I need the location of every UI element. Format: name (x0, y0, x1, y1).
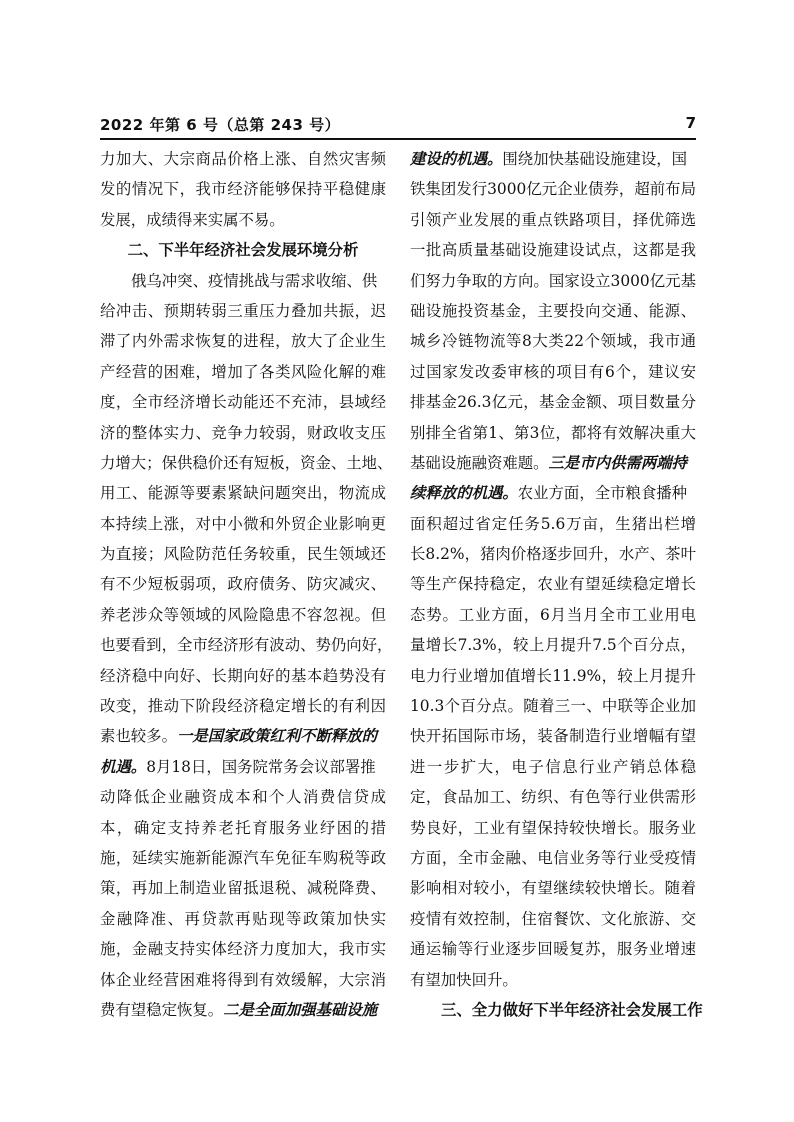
text-line: 面积超过省定任务5.6万亩，生猪出栏增 (410, 514, 696, 533)
text-line: 别排全省第1、第3位，都将有效解决重大 (410, 423, 696, 442)
text-line: 经济稳中向好、长期向好的基本趋势没有 (100, 666, 386, 685)
text-line (410, 448, 696, 478)
left-column (100, 144, 393, 1025)
text-run: 围绕加快基础设施建设，国 (502, 150, 688, 168)
text-line: 养老涉众等领域的风险隐患不容忽视。但 (100, 605, 386, 624)
text-line: 发的情况下，我市经济能够保持平稳健康 (100, 180, 386, 199)
text-line: 定，食品加工、纺织、有色等行业供需形 (410, 788, 696, 807)
text-line: 疫情有效控制，住宿餐饮、文化旅游、交 (410, 909, 696, 928)
text-line: 用工、能源等要素紧缺问题突出，物流成 (100, 484, 386, 503)
text-line: 础设施投资基金，主要投向交通、能源、 (410, 301, 696, 320)
page-number: 7 (685, 114, 696, 132)
running-header (100, 114, 696, 136)
text-line: 进一步扩大，电子信息行业产销总体稳 (410, 757, 696, 776)
text-line: 态势。工业方面，6月当月全市工业用电 (410, 605, 696, 624)
text-line: 策，再加上制造业留抵退税、减税降费、 (100, 879, 386, 898)
text-line: 有不少短板弱项，政府债务、防灾减灾、 (100, 575, 386, 594)
text-run: 农业方面，全市粮食播种 (517, 484, 688, 503)
text-line: 一批高质量基础设施建设试点，这都是我 (410, 241, 696, 260)
text-line: 体企业经营困难将得到有效缓解，大宗消 (100, 970, 386, 989)
text-run: 8月18日，国务院常务会议部署推 (146, 757, 376, 776)
text-line: 等生产保持稳定，农业有望延续稳定增长 (410, 575, 696, 594)
text-line: 排基金26.3亿元，基金金额、项目数量分 (410, 393, 696, 412)
text-line: 方面，全市金融、电信业务等行业受疫情 (410, 848, 696, 867)
text-line: 本，确定支持养老托育服务业纾困的措 (100, 818, 386, 837)
text-line: 产经营的困难，增加了各类风险化解的难 (100, 362, 386, 381)
text-line: 俄乌冲突、疫情挑战与需求收缩、供 (131, 271, 378, 290)
text-line (410, 478, 696, 508)
text-line: 济的整体实力、竞争力较弱，财政收支压 (100, 423, 386, 442)
text-line: 城乡冷链物流等8大类22个领域，我市通 (410, 332, 696, 351)
text-line (100, 752, 386, 782)
text-line: 本持续上涨，对中小微和外贸企业影响更 (100, 514, 386, 533)
text-line: 金融降准、再贷款再贴现等政策加快实 (100, 909, 386, 928)
text-line: 动降低企业融资成本和个人消费信贷成 (100, 788, 386, 807)
text-run: 素也较多。 (100, 727, 177, 746)
emphasis-run: 一是国家政策红利不断释放的 (176, 727, 378, 746)
text-line: 们努力争取的方向。国家设立3000亿元基 (410, 271, 696, 290)
text-line: 铁集团发行3000亿元企业债券，超前布局 (410, 180, 696, 199)
text-run: 费有望稳定恢复。 (100, 1000, 224, 1019)
emphasis-run: 续释放的机遇。 (410, 484, 518, 503)
text-line: 为直接；风险防范任务较重，民生领域还 (100, 545, 386, 564)
emphasis-run: 建设的机遇。 (410, 150, 503, 168)
text-line: 长8.2%，猪肉价格逐步回升，水产、茶叶 (410, 545, 696, 564)
text-line: 通运输等行业逐步回暖复苏，服务业增速 (410, 940, 696, 959)
text-line (100, 995, 386, 1025)
section-heading-2: 二、下半年经济社会发展环境分析 (127, 241, 359, 260)
text-line: 施，金融支持实体经济力度加大，我市实 (100, 940, 386, 959)
text-line: 势良好，工业有望保持较快增长。服务业 (410, 818, 696, 837)
text-line: 力加大、大宗商品价格上涨、自然灾害频 (100, 150, 386, 168)
text-line (100, 721, 386, 751)
text-line (410, 144, 696, 174)
issue-label: 2022 年第 6 号（总第 243 号） (100, 116, 341, 134)
text-line: 改变，推动下阶段经济稳定增长的有利因 (100, 697, 386, 716)
section-heading-3: 三、全力做好下半年经济社会发展工作 (441, 1000, 703, 1019)
text-line: 滞了内外需求恢复的进程，放大了企业生 (100, 332, 386, 351)
text-line: 度，全市经济增长动能还不充沛，县域经 (100, 393, 386, 412)
text-line: 施，延续实施新能源汽车免征车购税等政 (100, 848, 386, 867)
right-column (410, 144, 703, 1025)
text-line: 也要看到，全市经济形有波动、势仍向好， (100, 636, 393, 655)
text-line: 过国家发改委审核的项目有6个，建议安 (410, 362, 696, 381)
emphasis-run: 二是全面加强基础设施 (223, 1000, 378, 1019)
text-line: 电力行业增加值增长11.9%，较上月提升 (410, 666, 696, 685)
header-rule (100, 138, 696, 140)
text-line: 有望加快回升。 (410, 970, 518, 989)
text-line: 发展，成绩得来实属不易。 (100, 210, 285, 229)
text-line: 引领产业发展的重点铁路项目，择优筛选 (410, 210, 696, 229)
emphasis-run: 三是市内供需两端持 (548, 453, 688, 472)
text-run: 基础设施融资难题。 (410, 453, 549, 472)
text-line: 10.3个百分点。随着三一、中联等企业加 (410, 697, 696, 716)
text-line: 量增长7.3%，较上月提升7.5个百分点， (410, 636, 696, 655)
text-line: 给冲击、预期转弱三重压力叠加共振，迟 (100, 301, 386, 320)
emphasis-run: 机遇。 (100, 757, 147, 776)
text-line: 快开拓国际市场，装备制造行业增幅有望 (410, 727, 696, 746)
text-line: 力增大；保供稳价还有短板，资金、土地、 (100, 453, 393, 472)
text-line: 影响相对较小，有望继续较快增长。随着 (410, 879, 696, 898)
